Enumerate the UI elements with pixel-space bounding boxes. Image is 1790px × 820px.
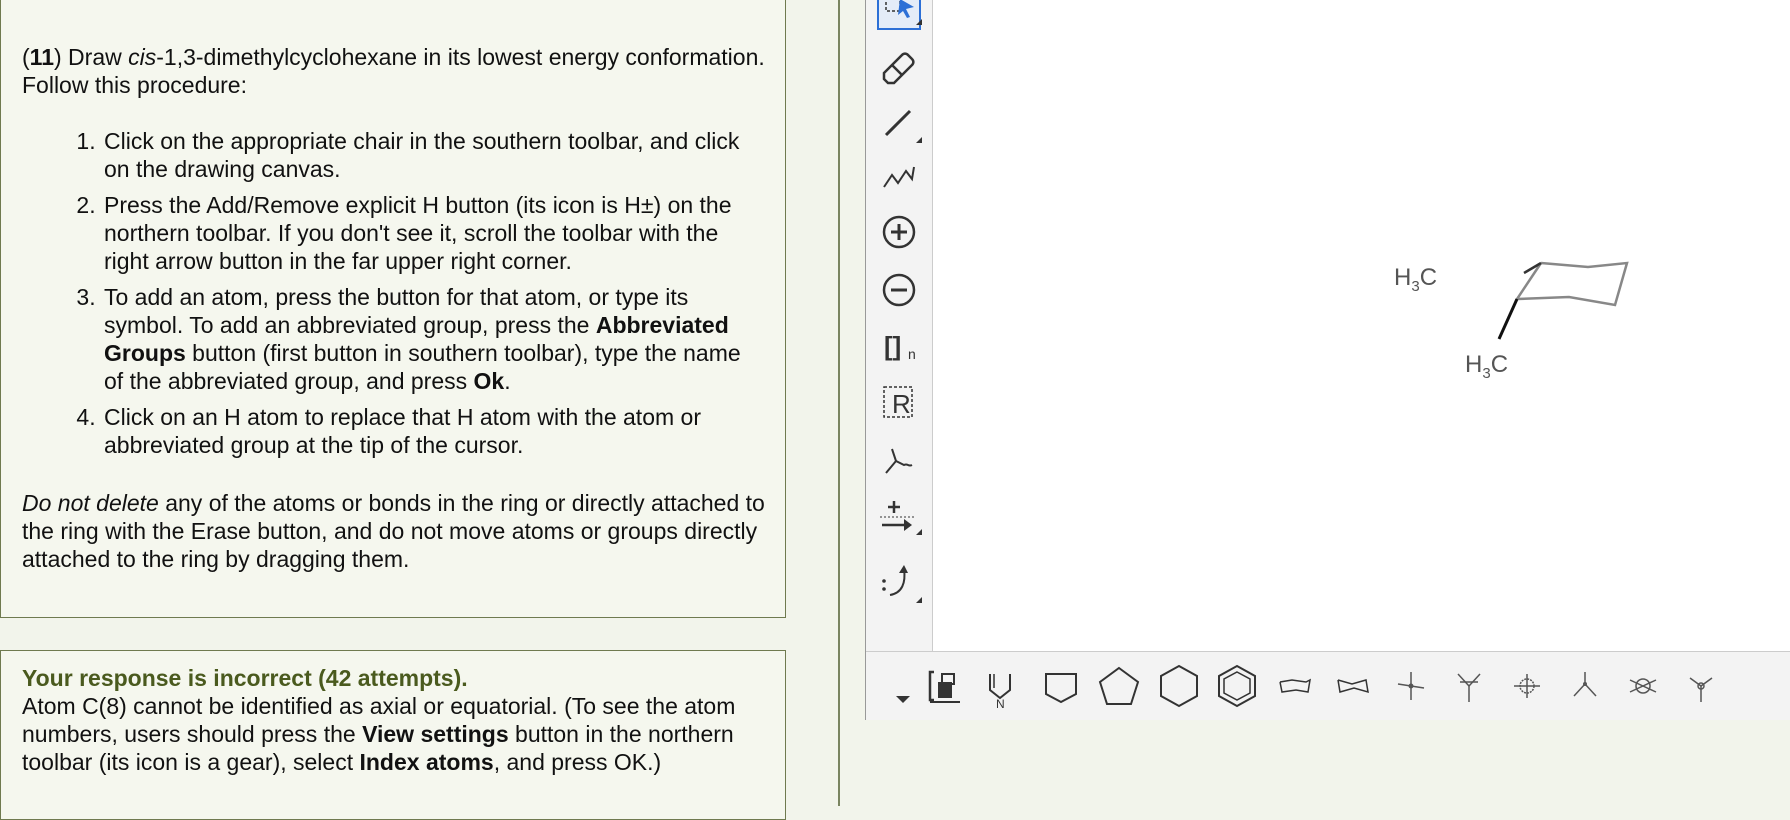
chemical-editor [865,0,1790,720]
square-ring-icon [1036,660,1086,712]
fischer-template-2-button[interactable] [1560,660,1610,712]
procedure-steps [22,127,765,459]
newman-template-1-button[interactable] [1386,660,1436,712]
response-panel [0,650,786,820]
panel-divider [838,0,840,806]
svg-text:[]: [] [884,331,902,361]
curved-arrow-icon [874,559,924,609]
chair-icon [1270,660,1320,712]
question-panel [0,0,786,618]
question-intro: (11) Draw cis-1,3-dimethylcyclohexane in its lowest energy conformation. Follow this procedure: [22,44,765,98]
bottom-toolbar [866,651,1790,720]
wavy-bond-icon [874,433,924,483]
response-status: Your response is incorrect (42 attempts). [22,665,468,691]
response-feedback: Atom C(8) cannot be identified as axial or equatorial. (To see the atom numbers, users should press the View settings button in the northern toolbar (its icon is a gear), select Index atoms, and press OK.) [22,693,736,775]
svg-text:N: N [996,697,1005,711]
tetrahedral-template-button[interactable] [1676,660,1726,712]
sawhorse-icon [1444,660,1494,712]
step-item: 2. Press the Add/Remove explicit H button (its icon is H±) on the northern toolbar. If you don't see it, scroll the toolbar with the right arrow button in the far upper right corner. [102,191,765,275]
svg-text:R: R [892,389,911,419]
newman-icon [1386,660,1436,712]
chair-flipped-icon [1328,660,1378,712]
methyl-label-2: $H_3C$ [1465,351,1509,382]
step-item: 1. Click on the appropriate chair in the southern toolbar, and click on the drawing canvas. [102,127,765,183]
sgroup-button[interactable] [874,321,924,371]
bracket-n-icon [874,321,924,371]
chair-template-1-button[interactable] [1270,660,1320,712]
template-tool-button[interactable] [874,433,924,483]
benzene-ring-icon [1212,660,1262,712]
abbreviated-groups-button[interactable] [920,660,970,712]
zigzag-chain-icon [874,151,924,201]
question-number: 11 [29,44,54,70]
newman-template-2-button[interactable] [1444,660,1494,712]
rgroup-button[interactable] [874,377,924,427]
reaction-plus-arrow-icon [874,491,924,541]
warning-note: Do not delete any of the atoms or bonds in the ring or directly attached to the ring with the Erase button, and do not move atoms or groups directly attached to the ring by dragging them. [22,490,765,572]
electron-arrow-button[interactable] [874,559,924,609]
lasso-select-icon [874,0,924,35]
bottom-dropdown-button[interactable] [878,660,908,712]
single-bond-button[interactable] [874,99,924,149]
left-toolbar [866,0,933,651]
hexagon-ring-icon [1154,660,1204,712]
haworth-icon [1560,660,1610,712]
fischer-template-1-button[interactable] [1502,660,1552,712]
pentagon-ring-icon [1094,660,1144,712]
chair-structure[interactable] [933,0,1790,651]
eraser-icon [874,41,924,91]
methyl-label-1: $H_3C$ [1394,264,1438,295]
select-tool-button[interactable] [874,0,924,35]
step-item: 3. To add an atom, press the button for that atom, or type its symbol. To add an abbreviated group, press the Abbreviated Groups button (first button in southern toolbar), type the name of the abbreviated group, and press Ok. [102,283,765,395]
charge-plus-button[interactable] [874,207,924,257]
chain-tool-button[interactable] [874,151,924,201]
reaction-arrow-button[interactable] [874,491,924,541]
drawing-canvas[interactable] [933,0,1790,651]
cyclohexane-template-button[interactable] [1154,660,1204,712]
plus-circle-icon [874,207,924,257]
pyrrole-template-button[interactable] [978,660,1028,712]
star-template-button[interactable] [1618,660,1668,712]
benzene-template-button[interactable] [1212,660,1262,712]
erase-button[interactable] [874,41,924,91]
svg-text:n: n [908,346,916,362]
fischer-icon [1502,660,1552,712]
chair-template-2-button[interactable] [1328,660,1378,712]
cyclopentane-template-button[interactable] [1094,660,1144,712]
abbreviated-groups-icon [920,660,970,712]
cyclobutane-template-button[interactable] [1036,660,1086,712]
star-icon [1618,660,1668,712]
rgroup-icon [874,377,924,427]
tetrahedral-icon [1676,660,1726,712]
charge-minus-button[interactable] [874,265,924,315]
step-item: 4. Click on an H atom to replace that H atom with the atom or abbreviated group at the tip of the cursor. [102,403,765,459]
bond-line-icon [874,99,924,149]
minus-circle-icon [874,265,924,315]
nitrogen-ring-icon [978,660,1028,712]
